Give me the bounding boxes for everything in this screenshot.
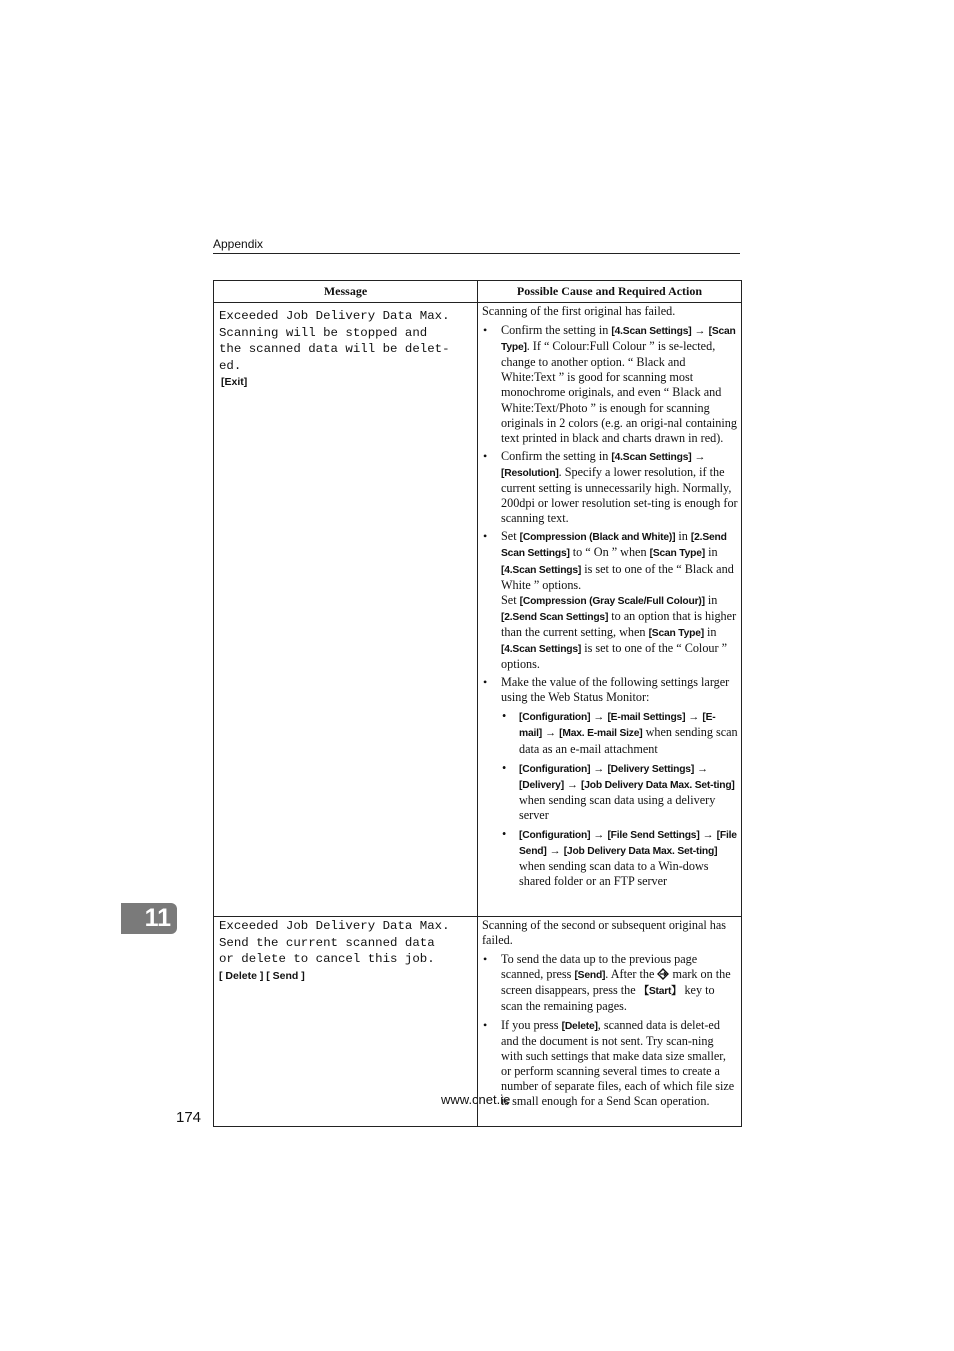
header-rule — [213, 253, 740, 254]
message-cell — [214, 303, 478, 917]
list-item: • Set [Compression (Black and White)] in [2.Send Scan Settings] to “ On ” when [Scan Type] in [4.Scan Settings] is set to one of the “ Black and White ” options. Set [Compression (Gray Scale/Full Colour)] in [2.Send Scan Settings] to an option that is higher than the current setting, when [Scan Type] in [4.Scan Settings] is set to one of the “ Colour ” options. — [482, 529, 738, 672]
message-text: Exceeded Job Delivery Data Max. Send the current scanned data or delete to cancel this job. — [219, 919, 450, 966]
transmit-diamond-icon — [657, 968, 669, 980]
list-item: • Confirm the setting in [4.Scan Settings] → [Scan Type]. If “ Colour:Full Colour ” is se-lected, change to another option. “ Black and White:Text ” is good for scanning most monochrome originals, and even “ Black and White:Text/Photo ” is enough for scanning originals in 2 colors (e.g. an origi-nal containing text printed in black and charts drawn in red). — [482, 323, 738, 446]
action-cell — [478, 917, 742, 1127]
column-header-action: Possible Cause and Required Action — [478, 281, 742, 303]
cause-intro: Scanning of the second or subsequent original has failed. — [482, 918, 727, 948]
message-cell — [214, 917, 478, 1127]
chapter-tab: 11 — [121, 903, 177, 934]
sub-list-item: • [Configuration] → [File Send Settings] → [File Send] → [Job Delivery Data Max. Set-ting] when sending scan data to a Win-dows shared folder or an FTP server — [501, 827, 738, 889]
section-header: Appendix — [213, 237, 264, 251]
page-number: 174 — [176, 1109, 202, 1126]
sub-list-item: • [Configuration] → [Delivery Settings] → [Delivery] → [Job Delivery Data Max. Set-ting] when sending scan data using a delivery server — [501, 761, 738, 823]
column-header-message: Message — [214, 281, 478, 303]
message-text: Exceeded Job Delivery Data Max. Scanning will be stopped and the scanned data will be delet- ed. — [219, 309, 450, 373]
table-row — [214, 303, 742, 917]
list-item: • Confirm the setting in [4.Scan Settings] → [Resolution]. Specify a lower resolution, if the current setting is unnecessarily high. Normally, 200dpi or lower resolution set-ting is enough for scanning text. — [482, 449, 738, 526]
list-item: • Make the value of the following settings larger using the Web Status Monitor: • [Configuration] → [E-mail Settings] → [E-mail] → [Max. E-mail Size] when sending scan data as an e-mail attachment • [Configuration] → [Delivery Settings] → [Delivery] → [Job Delivery Data Max. Set-ting] when sending scan data using a delivery server • [Configuration] → [File Send Settings] → [File Send] → [Job Delivery Data Max. Set-ting] when sending scan data to a Win-dows shared folder or an FTP server — [482, 675, 738, 889]
message-keys: [ Delete ] [ Send ] — [219, 969, 305, 982]
sub-list-item: • [Configuration] → [E-mail Settings] → [E-mail] → [Max. E-mail Size] when sending scan data as an e-mail attachment — [501, 709, 738, 756]
footer-url: www.cnet.ie — [441, 1092, 511, 1107]
action-cell — [478, 303, 742, 917]
list-item: • If you press [Delete], scanned data is delet-ed and the document is not sent. Try scan-ning with such settings that make data size smaller, or perform scanning several times to create a number of separate files, each of which file size is small enough for a Send Scan operation. — [482, 1018, 738, 1110]
message-keys: [Exit] — [221, 376, 248, 388]
list-item: • To send the data up to the previous page scanned, press [Send]. After the mark on the screen disappears, press the 【Start】 key to scan the remaining pages. — [482, 952, 738, 1014]
message-table — [213, 280, 742, 1127]
table-header-row — [214, 281, 742, 303]
cause-intro: Scanning of the first original has failed. — [482, 304, 676, 318]
